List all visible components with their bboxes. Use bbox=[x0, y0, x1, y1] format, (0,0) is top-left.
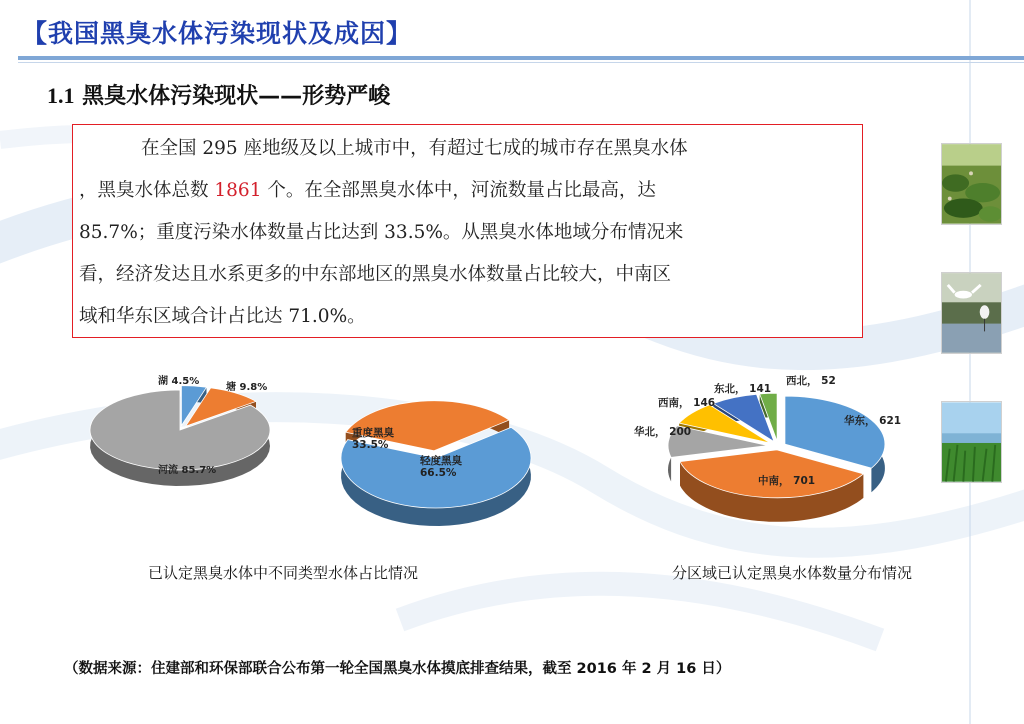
severity-label-0: 重度黑臭 33.5% bbox=[352, 427, 394, 451]
water-type-pie-chart bbox=[80, 368, 280, 508]
region-label-0: 华东， 621 bbox=[844, 415, 902, 427]
header-title: 【我国黑臭水体污染现状及成因】 bbox=[22, 19, 413, 48]
wetland-photo-birds bbox=[941, 272, 1002, 354]
region-label-5: 西北， 52 bbox=[786, 375, 836, 387]
region-label-1: 中南， 701 bbox=[758, 475, 816, 487]
summary-line-2 bbox=[79, 170, 858, 212]
summary-line-2-a: ，黑臭水体总数 bbox=[79, 180, 215, 201]
total-count-highlight: 1861 bbox=[214, 180, 262, 201]
wetland-photo-reeds bbox=[941, 401, 1002, 483]
water-type-label-0: 湖 4.5% bbox=[158, 376, 200, 387]
right-chart-caption: 分区域已认定黑臭水体数量分布情况 bbox=[672, 564, 913, 582]
header-divider-thin bbox=[18, 62, 1024, 63]
region-label-2: 华北， 200 bbox=[634, 426, 692, 438]
summary-paragraph bbox=[79, 128, 858, 338]
regional-distribution-pie-chart bbox=[628, 366, 928, 536]
severity-label-1: 轻度黑臭 66.5% bbox=[420, 455, 462, 479]
summary-line-1: 在全国 295 座地级及以上城市中，有超过七成的城市存在黑臭水体 bbox=[141, 138, 688, 159]
summary-line-5: 域和华东区域合计占比达 71.0%。 bbox=[79, 306, 366, 327]
section-title bbox=[47, 79, 390, 110]
region-label-4: 东北， 141 bbox=[714, 383, 772, 395]
summary-line-2-b: 个。在全部黑臭水体中，河流数量占比最高，达 bbox=[261, 180, 656, 201]
section-number: 1.1 bbox=[47, 83, 75, 108]
header-divider bbox=[18, 56, 1024, 60]
section-title-text: 黑臭水体污染现状——形势严峻 bbox=[82, 84, 391, 109]
left-chart-caption: 已认定黑臭水体中不同类型水体占比情况 bbox=[148, 564, 419, 582]
wetland-photo-grass bbox=[941, 143, 1002, 225]
water-type-label-2: 河流 85.7% bbox=[158, 465, 217, 476]
summary-line-3: 85.7%；重度污染水体数量占比达到 33.5%。从黑臭水体地域分布情况来 bbox=[79, 222, 684, 243]
water-type-label-1: 塘 9.8% bbox=[226, 382, 268, 393]
region-label-3: 西南， 146 bbox=[658, 397, 716, 409]
summary-line-4: 看，经济发达且水系更多的中东部地区的黑臭水体数量占比较大，中南区 bbox=[79, 264, 672, 285]
summary-text-box bbox=[72, 124, 863, 338]
pollution-severity-pie-chart bbox=[316, 398, 548, 538]
data-source-note: （数据来源：住建部和环保部联合公布第一轮全国黑臭水体摸底排查结果，截至 2016 年 2 月 16 日） bbox=[64, 661, 731, 677]
